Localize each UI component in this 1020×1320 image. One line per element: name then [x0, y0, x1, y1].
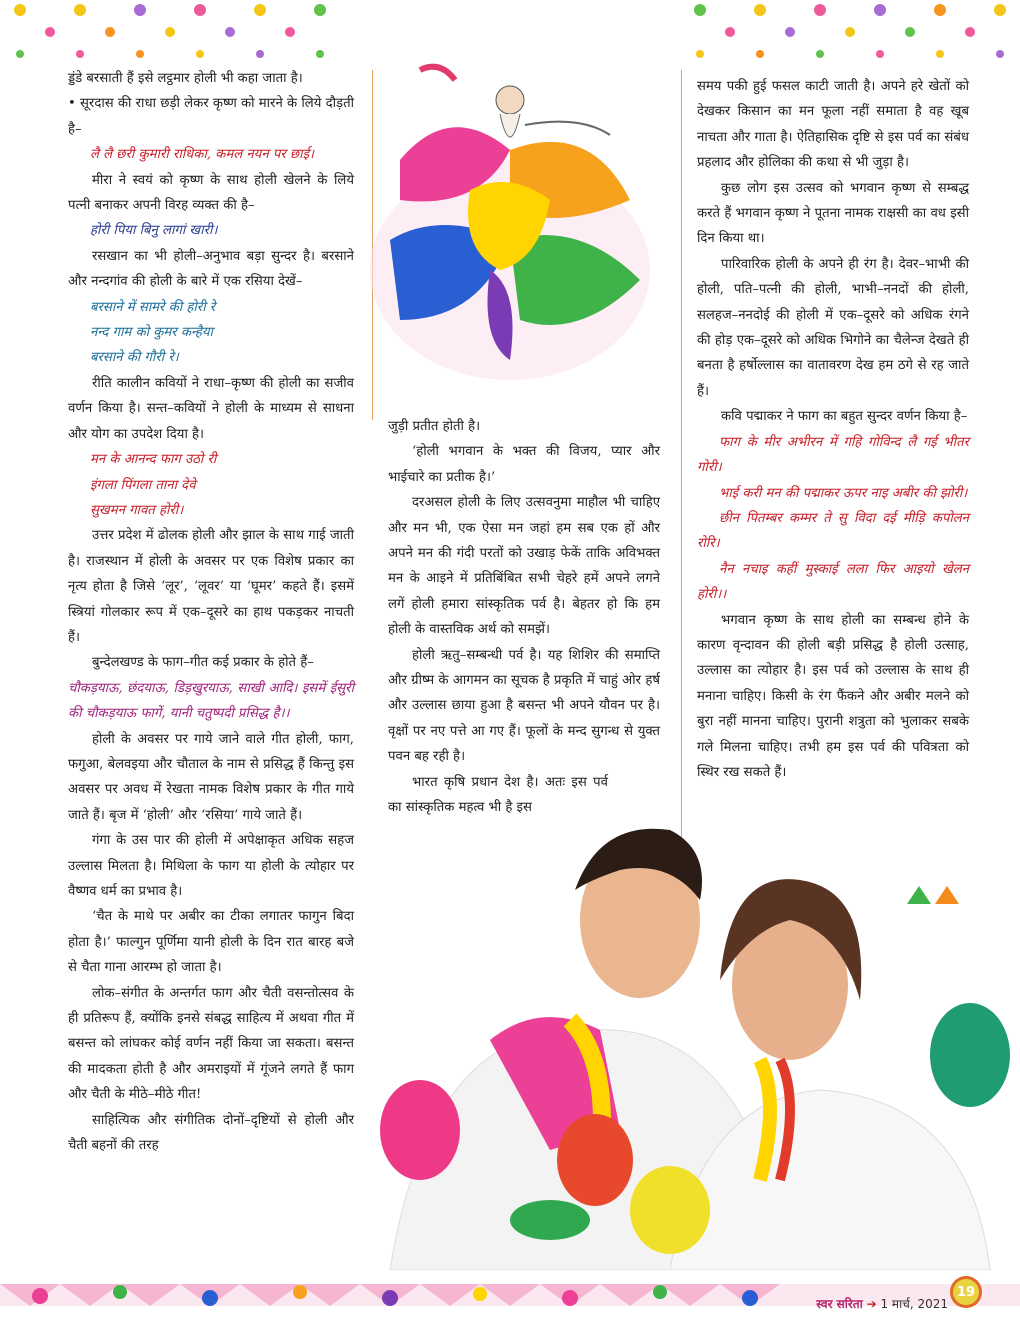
paragraph: गंगा के उस पार की होली में अपेक्षाकृत अधिक सहज उल्लास मिलता है। मिथिला के फाग या होली के त्योहार पर वैष्णव धर्म का प्रभाव है। — [68, 833, 354, 899]
verse-line: भाई करी मन की पद्माकर ऊपर नाइ अबीर की झोरी। — [719, 485, 968, 501]
verse-line: नन्द गाम को कुमर कन्हैया — [90, 325, 213, 341]
paragraph: जुड़ी प्रतीत होती है। — [388, 419, 481, 434]
magazine-name: स्वर सरिता — [816, 1297, 863, 1311]
article-column-3 — [697, 74, 969, 785]
holi-color-splash-illustration — [360, 40, 660, 410]
paragraph: साहित्यिक और संगीतिक दोनों–दृष्टियों से होली और चैती बहनों की तरह — [68, 1112, 354, 1154]
paragraph: भारत कृषि प्रधान देश है। अतः इस पर्व का सांस्कृतिक महत्व भी है इस — [388, 774, 608, 816]
column-divider-right — [681, 70, 682, 890]
verse-line: बरसाने की गौरी रे। — [90, 350, 179, 366]
couple-playing-holi-illustration — [370, 800, 1020, 1270]
paragraph: • सूरदास की राधा छड़ी लेकर कृष्ण को मारने के लिये दौड़ती है– — [68, 96, 354, 137]
verse-line: होरी पिया बिनु लागां खारी। — [90, 223, 218, 239]
paragraph: ‘चैत के माथे पर अबीर का टीका लगातर फागुन बिदा होता है।’ फाल्गुन पूर्णिमा यानी होली के दिन रात बारह बजे से चैता गाना आरम्भ हो जाता है। — [68, 909, 354, 976]
paragraph: होली ऋतु–सम्बन्धी पर्व है। यह शिशिर की समाप्ति और ग्रीष्म के आगमन का सूचक है प्रकृति में चाहुं ओर हर्ष और उल्लास छाया हुआ है बसन्त भी अपने यौवन पर है। वृक्षों पर नए पत्ते आ गए हैं। फूलों के मन्द सुगन्ध से युक्त पवन बह रही है। — [388, 647, 660, 765]
verse-line: इंगला पिंगला ताना देवे — [90, 477, 196, 493]
paragraph: समय पकी हुई फसल काटी जाती है। अपने हरे खेतों को देखकर किसान का मन फूला नहीं समाता है वह खूब नाचता और गाता है। ऐतिहासिक दृष्टि से इस पर्व का संबंध प्रहलाद और होलिका की कथा से भी जुड़ा है। — [697, 79, 969, 171]
verse-line: सुखमन गावत होरी। — [90, 502, 184, 518]
paragraph: होली के अवसर पर गाये जाने वाले गीत होली, फाग, फगुआ, बेलवइया और चौताल के नाम से प्रसिद्ध हैं किन्तु इस अवसर पर अवध में रेखता नामक विशेष प्रकार के गीत गाये जाते हैं। बृज में ‘होली’ और ‘रसिया’ गाये जाते हैं। — [68, 731, 354, 823]
quote-paragraph: ‘होली भगवान के भक्त की विजय, प्यार और भाईचारे का प्रतीक है।’ — [388, 444, 660, 485]
paragraph: लोक–संगीत के अन्तर्गत फाग और चैती वसन्तोत्सव के ही प्रतिरूप हैं, क्योंकि इनसे संबद्ध साहित्य में अथवा गीत में बसन्त को लांघकर कोई वर्णन नहीं किया जा सकता। बसन्त की मादकता होती है और अमराइयों में गूंजने लगते हैं फाग और चैती के मीठे–मीठे गीत! — [68, 985, 354, 1103]
verse-line: बरसाने में सामरे की होरी रे — [90, 299, 216, 315]
verse-line: नैन नचाइ कहीं मुस्काई लला फिर आइयो खेलन होरी।। — [697, 561, 969, 603]
paragraph: मीरा ने स्वयं को कृष्ण के साथ होली खेलने के लिये पत्नी बनाकर अपनी विरह व्यक्त की है– — [68, 172, 354, 214]
end-mark-triangle-icon — [905, 882, 965, 906]
page-number: 19 — [950, 1276, 982, 1308]
article-column-2 — [388, 414, 660, 821]
verse-line: छीन पितम्बर कम्मर ते सु विदा दई मीड़ि कपोलन रोरि। — [697, 510, 969, 552]
footer-credit — [816, 1295, 948, 1312]
paragraph: उत्तर प्रदेश में ढोलक होली और झाल के साथ गाई जाती है। राजस्थान में होली के अवसर पर एक विशेष प्रकार का नृत्य होता है जिसे ‘लूर’, ‘लूवर’ या ‘घूमर’ कहते हैं। इसमें स्त्रियां गोलकार रूप में एक–दूसरे का हाथ पकड़कर नाचती हैं। — [68, 528, 354, 645]
paragraph: पारिवारिक होली के अपने ही रंग है। देवर–भाभी की होली, पति–पत्नी की होली, भाभी–ननदों की होली, सलहज–ननदोई की होली में एक–दूसरे को अधिक रंगने की होड़ एक–दूसरे को अधिक भिगोने का चैलेन्ज देखते ही बनता है हर्षोल्लास का वातावरण देख हम ठगे से रह जाते हैं। — [697, 256, 969, 399]
paragraph: भगवान कृष्ण के साथ होली का सम्बन्ध होने के कारण वृन्दावन की होली बड़ी प्रसिद्ध है होली उत्साह, उल्लास का त्योहार है। इस पर्व को उल्लास के साथ ही मनाना चाहिए। किसी के रंग फैंकने और अबीर मलने को बुरा नहीं मानना चाहिए। पुरानी शत्रुता को भुलाकर सबके गले मिलना चाहिए। तभी हम इस पर्व की पवित्रता को स्थिर रख सकते हैं। — [697, 612, 969, 780]
verse-line: फाग के मीर अभीरन में गहि गोविन्द लै गई भीतर गोरी। — [697, 434, 969, 476]
verse-line: मन के आनन्द फाग उठो री — [90, 452, 217, 468]
arrow-icon: ➔ — [866, 1297, 877, 1311]
issue-date: 1 मार्च, 2021 — [880, 1297, 948, 1311]
paragraph: रीति कालीन कवियों ने राधा–कृष्ण की होली का सजीव वर्णन किया है। सन्त–कवियों ने होली के माध्यम से साधना और योग का उपदेश दिया है। — [68, 375, 354, 442]
paragraph: दरअसल होली के लिए उत्सवनुमा माहौल भी चाहिए और मन भी, एक ऐसा मन जहां हम सब एक हों और अपने मन की गंदी परतों को उखाड़ फेकें ताकि अविभक्त मन के आइने में प्रतिबिंबित सभी चेहरे हमें अपने लगने लगें होली हमारा सांस्कृतिक पर्व है। बेहतर हो कि हम होली के वास्तविक अर्थ को समझें। — [388, 495, 660, 638]
paragraph: रसखान का भी होली–अनुभाव बड़ा सुन्दर है। बरसाने और नन्दगांव की होली के बारे में एक रसिया देखें– — [68, 248, 354, 290]
article-column-1 — [68, 66, 354, 1158]
paragraph: ड्डंडे बरसाती हैं इसे लट्ठमार होली भी कहा जाता है। — [68, 71, 303, 86]
paragraph: कवि पद्माकर ने फाग का बहुत सुन्दर वर्णन किया है– — [721, 409, 968, 425]
verse-line: लै लै छरी कुमारी राधिका, कमल नयन पर छाई। — [90, 147, 315, 163]
paragraph: बुन्देलखण्ड के फाग–गीत कई प्रकार के होते हैं– — [92, 655, 314, 671]
paragraph: कुछ लोग इस उत्सव को भगवान कृष्ण से सम्बद्ध करते हैं भगवान कृष्ण ने पूतना नामक राक्षसी का वध इसी दिन किया था। — [697, 180, 969, 247]
verse-line: चौकड़याऊ, छंदयाऊ, डिड़खुरयाऊ, साखी आदि। इसमें ईसुरी की चौकड़याऊ फागें, यानी चतुष्पदी प्रसिद्ध है।। — [68, 680, 354, 722]
